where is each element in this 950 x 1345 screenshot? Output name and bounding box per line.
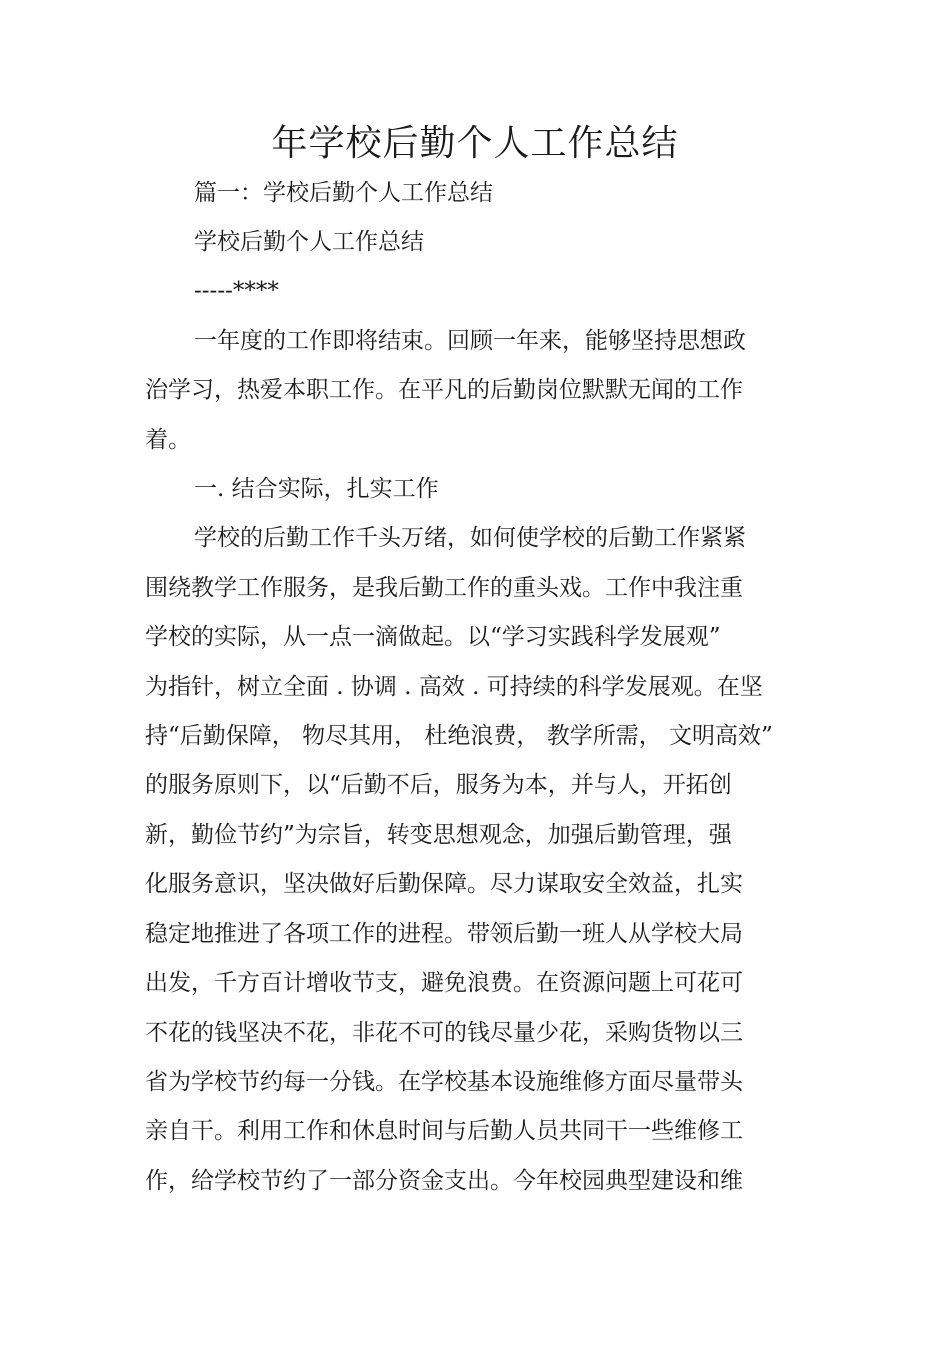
paragraph-line: 新，勤俭节约”为宗旨，转变思想观念，加强后勤管理，强: [145, 822, 732, 848]
paragraph-line: 的服务原则下，以“后勤不后，服务为本，并与人，开拓创: [145, 772, 732, 798]
paragraph-line: 作，给学校节约了一部分资金支出。今年校园典型建设和维: [145, 1168, 743, 1194]
paragraph-line: 亲自干。利用工作和休息时间与后勤人员共同干一些维修工: [145, 1118, 743, 1144]
section-heading: 一. 结合实际，扎实工作: [194, 476, 439, 502]
paragraph-line: 为指针，树立全面 . 协调 . 高效 . 可持续的科学发展观。在坚: [145, 674, 763, 700]
subtitle: 学校后勤个人工作总结: [194, 229, 424, 255]
paragraph-line: 治学习，热爱本职工作。在平凡的后勤岗位默默无闻的工作: [145, 377, 743, 403]
paragraph-line: 持“后勤保障， 物尽其用， 杜绝浪费， 教学所需， 文明高效”: [145, 723, 773, 749]
paragraph-line: 省为学校节约每一分钱。在学校基本设施维修方面尽量带头: [145, 1069, 743, 1095]
paragraph-line: 不花的钱坚决不花，非花不可的钱尽量少花，采购货物以三: [145, 1020, 743, 1046]
section-heading: 篇一：学校后勤个人工作总结: [194, 180, 493, 206]
paragraph-line: 出发，千方百计增收节支，避免浪费。在资源问题上可花可: [145, 970, 743, 996]
paragraph-line: 着。: [145, 427, 191, 453]
paragraph-line: 稳定地推进了各项工作的进程。带领后勤一班人从学校大局: [145, 921, 743, 947]
paragraph-line: 学校的后勤工作千头万绪，如何使学校的后勤工作紧紧: [194, 525, 746, 551]
paragraph-line: 学校的实际，从一点一滴做起。以“学习实践科学发展观”: [145, 624, 721, 650]
author-line: -----****: [194, 278, 279, 304]
paragraph-line: 一年度的工作即将结束。回顾一年来，能够坚持思想政: [194, 328, 746, 354]
paragraph-line: 围绕教学工作服务，是我后勤工作的重头戏。工作中我注重: [145, 575, 743, 601]
document-title: 年学校后勤个人工作总结: [271, 123, 679, 164]
paragraph-line: 化服务意识，坚决做好后勤保障。尽力谋取安全效益，扎实: [145, 871, 743, 897]
